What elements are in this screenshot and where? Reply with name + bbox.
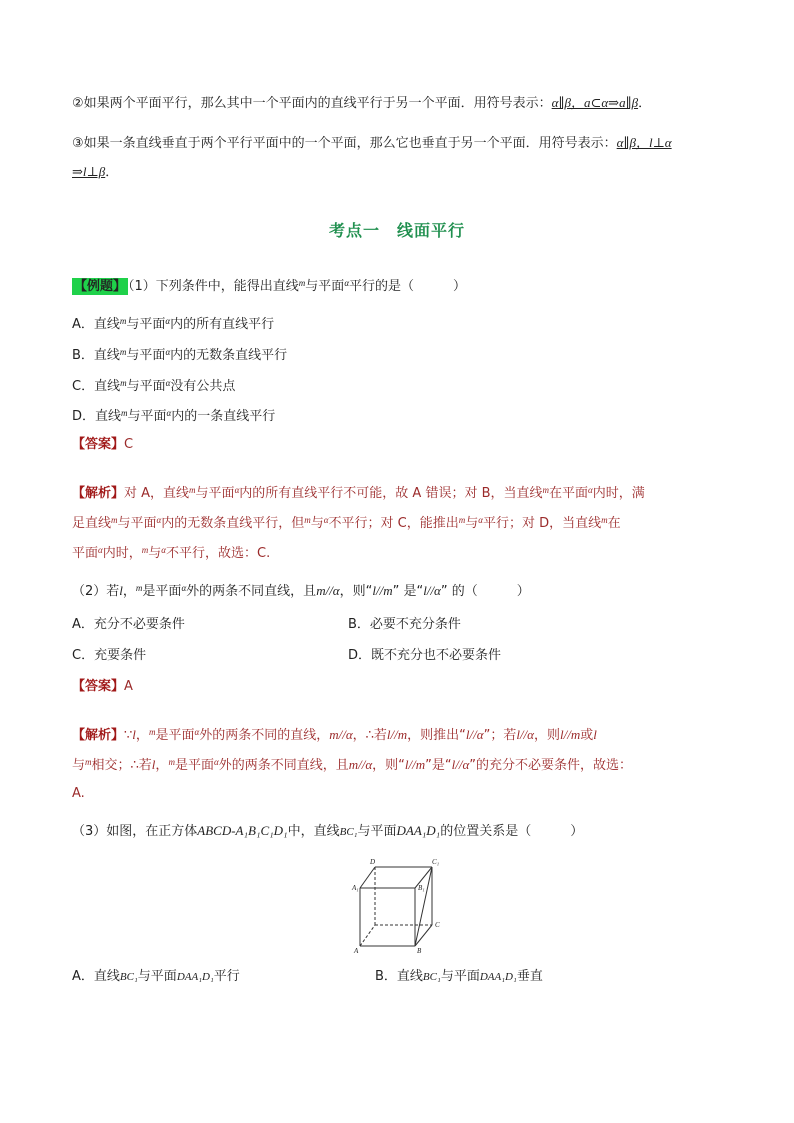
opt-post: 垂直 xyxy=(516,969,543,984)
expr: l//m xyxy=(560,727,581,742)
q2-option-d xyxy=(348,646,501,666)
t: 不平行，故选：C. xyxy=(166,546,271,561)
line-bc1: BC₁ xyxy=(422,971,441,983)
q1-stem-c: 平行的是（ ） xyxy=(349,279,467,294)
var-alpha: α xyxy=(588,485,593,495)
opt-mid: 与平面 xyxy=(126,317,166,332)
t: 平面 xyxy=(72,546,99,561)
t: ，则“ xyxy=(372,758,405,773)
t: ”；若 xyxy=(483,728,517,743)
t: ∵ xyxy=(124,728,133,743)
opt-mid: 与平面 xyxy=(137,969,177,984)
q1-analysis-line1 xyxy=(72,480,645,504)
plane-daa1d1: DAA₁D₁ xyxy=(176,971,214,983)
opt-pre: B．直线 xyxy=(72,348,120,363)
var-m: m xyxy=(135,583,143,593)
opt-pre: B．直线 xyxy=(375,969,423,984)
q2-answer xyxy=(72,677,133,697)
theorem-3-cont xyxy=(72,162,118,183)
var-l: l xyxy=(151,757,156,772)
expr: m//α xyxy=(329,727,353,742)
t: 的位置关系是（ ） xyxy=(440,824,584,839)
period: ． xyxy=(638,96,652,111)
label-c1: C₁ xyxy=(432,858,440,866)
analysis-label: 【解析】 xyxy=(72,728,125,743)
var-alpha: α xyxy=(165,316,171,326)
t: 或 xyxy=(580,728,594,743)
var-m: m xyxy=(304,515,311,525)
opt-mid: 与平面 xyxy=(440,969,480,984)
opt-pre: D．直线 xyxy=(72,409,122,424)
opt-post: 内的一条直线平行 xyxy=(171,409,276,424)
expr: l//m xyxy=(404,757,426,772)
t: 在 xyxy=(607,516,621,531)
var-m: m xyxy=(601,515,608,525)
t: 与平面 xyxy=(195,486,235,501)
t: A. xyxy=(72,786,85,801)
var-alpha: α xyxy=(234,485,240,495)
t: 外的两条不同直线，且 xyxy=(218,758,349,773)
t: 内时， xyxy=(102,546,142,561)
expr: m//α xyxy=(316,583,340,598)
q1-option-b xyxy=(72,342,287,366)
label-a: A xyxy=(354,947,359,955)
q3-stem xyxy=(72,821,583,842)
theorem-3-text: ③如果一条直线垂直于两个平行平面中的一个平面，那么它也垂直于另一个平面．用符号表示： xyxy=(72,136,617,151)
q1-stem-b: 与平面 xyxy=(305,279,345,294)
q3-option-a xyxy=(72,967,240,987)
q2-option-c xyxy=(72,646,146,666)
var-l: l xyxy=(132,727,136,742)
q2-option-a xyxy=(72,615,185,635)
q1-option-c xyxy=(72,373,235,397)
var-m: m xyxy=(189,485,196,495)
var-m: m xyxy=(121,408,128,418)
q1-option-a xyxy=(72,311,274,335)
answer-label: 【答案】 xyxy=(72,679,125,694)
answer-label: 【答案】 xyxy=(72,437,125,452)
t: ”的充分不必要条件，故选： xyxy=(469,758,633,773)
var-m: m xyxy=(119,347,127,357)
answer-value: A xyxy=(124,679,133,694)
analysis-label: 【解析】 xyxy=(72,486,125,501)
var-alpha: α xyxy=(156,515,162,525)
var-m: m xyxy=(141,545,149,555)
t: ，则 xyxy=(534,728,561,743)
expr: l//m xyxy=(372,583,393,598)
t: 相交；∴若 xyxy=(91,758,152,773)
t: 内的所有直线平行不可能，故 A 错误；对 B，当直线 xyxy=(239,486,543,501)
opt-post: 内的所有直线平行 xyxy=(170,317,275,332)
var-alpha: α xyxy=(323,515,329,525)
example-tag: 【例题】 xyxy=(74,279,127,294)
opt-pre: C．直线 xyxy=(72,379,121,394)
q1-option-d xyxy=(72,403,275,427)
theorem-3-symbol-a: α∥β，l⊥α xyxy=(616,135,672,150)
plane-daa1d1: DAA₁D₁ xyxy=(479,971,517,983)
theorem-2 xyxy=(72,93,651,114)
line-bc1: BC₁ xyxy=(119,971,138,983)
expr: l//α xyxy=(423,583,441,598)
t: 中，直线 xyxy=(287,824,340,839)
t: 不平行；对 C，能推出 xyxy=(328,516,459,531)
var-alpha: α xyxy=(165,347,171,357)
var-m: m xyxy=(111,515,118,525)
t: 与平面 xyxy=(117,516,157,531)
var-alpha: α xyxy=(166,408,172,418)
expr: l//α xyxy=(516,727,534,742)
opt-post: 平行 xyxy=(213,969,240,984)
var-m: m xyxy=(168,757,175,767)
var-m: m xyxy=(458,515,466,525)
expr: m//α xyxy=(348,757,373,772)
cube-name: ABCD-A₁B₁C₁D₁ xyxy=(197,823,288,838)
q3-option-b xyxy=(375,967,543,987)
t: 与 xyxy=(148,546,162,561)
expr: l//m xyxy=(386,727,408,742)
line-bc1: BC₁ xyxy=(339,826,358,838)
var-alpha: α xyxy=(213,757,219,767)
t: ， xyxy=(155,758,169,773)
expr: l//α xyxy=(451,757,470,772)
t: 与 xyxy=(465,516,479,531)
q2-option-b xyxy=(348,615,461,635)
var-m: m xyxy=(298,278,306,288)
plane-daa1d1: DAA₁D₁ xyxy=(396,823,441,838)
t: 与 xyxy=(310,516,324,531)
q1-stem xyxy=(72,273,466,297)
t: 与 xyxy=(72,758,86,773)
t: 是平面 xyxy=(142,584,182,599)
theorem-3 xyxy=(72,133,672,154)
t: ， xyxy=(122,584,136,599)
q1-analysis-line3 xyxy=(72,540,270,564)
var-alpha: α xyxy=(478,515,483,525)
t: ” 是“ xyxy=(392,584,424,599)
answer-value: C xyxy=(124,437,134,452)
opt: D．既不充分也不必要条件 xyxy=(348,648,502,663)
opt-mid: 与平面 xyxy=(127,409,167,424)
opt: C．充要条件 xyxy=(72,648,147,663)
label-a1: A₁ xyxy=(352,884,359,892)
theorem-2-text: ②如果两个平面平行，那么其中一个平面内的直线平行于另一个平面．用符号表示： xyxy=(72,96,552,111)
t: 内的无数条直线平行，但 xyxy=(161,516,305,531)
label-b: B xyxy=(417,947,422,955)
opt-post: 没有公共点 xyxy=(170,379,236,394)
t: 是平面 xyxy=(174,758,214,773)
var-alpha: α xyxy=(344,278,350,288)
t: （2）若 xyxy=(72,584,120,599)
t: 外的两条不同直线，且 xyxy=(186,584,317,599)
q2-analysis-line1 xyxy=(72,722,597,746)
opt-mid: 与平面 xyxy=(126,379,166,394)
t: 足直线 xyxy=(72,516,112,531)
t: ” 的（ ） xyxy=(440,584,530,599)
t: ，∴若 xyxy=(352,728,387,743)
var-l: l xyxy=(119,583,123,598)
label-c: C xyxy=(435,921,440,929)
q2-analysis-line2 xyxy=(72,752,632,776)
cube-figure xyxy=(350,852,450,957)
var-alpha: α xyxy=(98,545,103,555)
var-alpha: α xyxy=(165,378,171,388)
t: （3）如图，在正方体 xyxy=(72,824,198,839)
opt-post: 内的无数条直线平行 xyxy=(170,348,288,363)
t: 在平面 xyxy=(549,486,589,501)
label-d: D xyxy=(370,858,376,866)
section-title: 考点一 线面平行 xyxy=(328,221,465,240)
t: 平行；对 D，当直线 xyxy=(483,516,602,531)
t: 与平面 xyxy=(357,824,397,839)
label-b1: B₁ xyxy=(418,884,425,892)
t: ， xyxy=(135,728,149,743)
t: 内时，满 xyxy=(592,486,645,501)
opt-mid: 与平面 xyxy=(126,348,166,363)
var-alpha: α xyxy=(181,583,187,593)
var-l: l xyxy=(593,727,597,742)
expr: l//α xyxy=(465,727,484,742)
opt-pre: A．直线 xyxy=(72,969,120,984)
t: ，则“ xyxy=(339,584,373,599)
var-m: m xyxy=(148,727,156,737)
q2-stem xyxy=(72,578,530,602)
opt: B．必要不充分条件 xyxy=(348,617,461,632)
opt-pre: A．直线 xyxy=(72,317,120,332)
var-alpha: α xyxy=(161,545,167,555)
q1-answer xyxy=(72,435,133,455)
t: ”是“ xyxy=(425,758,452,773)
opt: A．充分不必要条件 xyxy=(72,617,185,632)
var-m: m xyxy=(542,485,550,495)
q1-analysis-line2 xyxy=(72,510,621,534)
theorem-3-symbol-b: ⇒l⊥β xyxy=(72,164,106,179)
q1-stem-a: （1）下列条件中，能得出直线 xyxy=(128,279,299,294)
theorem-2-symbol: α∥β，a⊂α⇒a∥β xyxy=(551,95,639,110)
q2-analysis-line3 xyxy=(72,784,85,804)
t: 是平面 xyxy=(155,728,195,743)
t: ，则推出“ xyxy=(407,728,466,743)
t: 对 A，直线 xyxy=(124,486,190,501)
var-alpha: α xyxy=(194,727,200,737)
var-m: m xyxy=(85,757,92,767)
var-m: m xyxy=(120,378,127,388)
t: 外的两条不同的直线， xyxy=(199,728,330,743)
period: ． xyxy=(105,165,119,180)
var-m: m xyxy=(119,316,127,326)
